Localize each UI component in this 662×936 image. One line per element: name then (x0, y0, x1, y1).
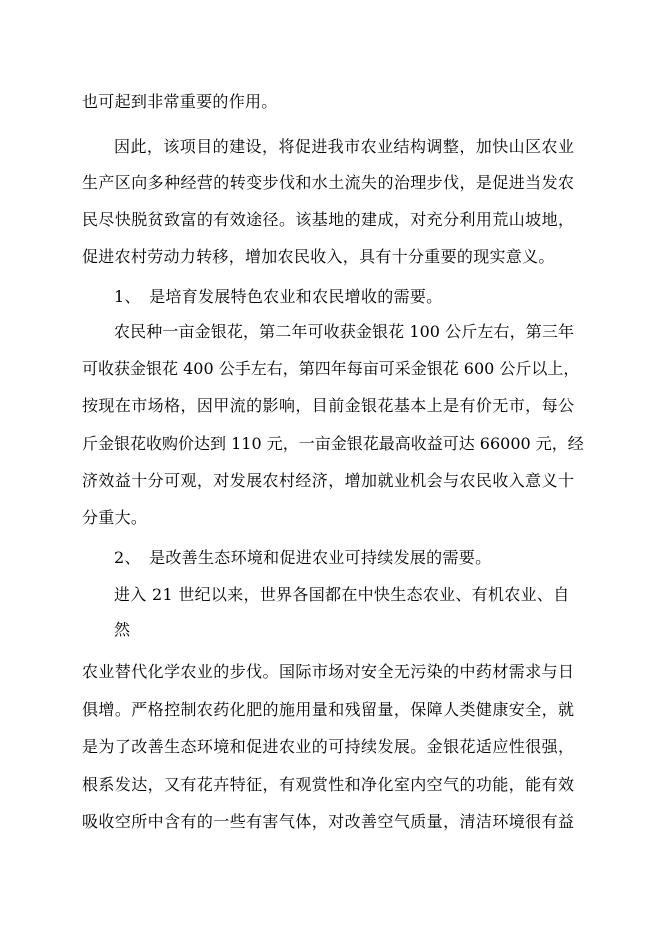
text-line: 吸收空所中含有的一些有害气体，对改善空气质量，清洁环境很有益 (82, 812, 574, 831)
text-line: 俱增。严格控制农药化肥的施用量和残留量，保障人类健康安全，就 (82, 700, 574, 719)
text-line: 斤金银花收购价达到 110 元，一亩金银花最高收益可达 66000 元，经 (82, 434, 584, 453)
text-line: 然 (114, 620, 131, 639)
numbered-heading-1: 1、 是培育发展特色农业和农民增收的需要。 (114, 287, 443, 306)
text-line: 民尽快脱贫致富的有效途径。该基地的建成，对充分利用荒山坡地， (82, 210, 574, 229)
paragraph-first-line: 因此，该项目的建设，将促进我市农业结构调整，加快山区农业 (114, 137, 574, 156)
text-line: 生产区向多种经营的转变步伐和水土流失的治理步伐，是促进当发农 (82, 173, 574, 192)
text-line: 促进农村劳动力转移，增加农民收入，具有十分重要的现实意义。 (82, 247, 555, 266)
text-line: 是为了改善生态环境和促进农业的可持续发展。金银花适应性很强， (82, 737, 574, 756)
text-line: 按现在市场格，因甲流的影响，目前金银花基本上是有价无市，每公 (82, 396, 574, 415)
paragraph-first-line: 进入 21 世纪以来，世界各国都在中快生态农业、有机农业、自 (114, 585, 570, 604)
text-line: 农业替代化学农业的步伐。国际市场对安全无污染的中药材需求与日 (82, 662, 574, 681)
text-line: 根系发达，又有花卉特征，有观赏性和净化室内空气的功能，能有效 (82, 775, 574, 794)
text-line: 可收获金银花 400 公手左右，第四年每亩可采金银花 600 公斤以上， (82, 359, 580, 378)
text-line: 也可起到非常重要的作用。 (82, 92, 278, 111)
text-line: 济效益十分可观，对发展农村经济，增加就业机会与农民收入意义十 (82, 471, 574, 490)
paragraph-first-line: 农民种一亩金银花，第二年可收获金银花 100 公斤左右，第三年 (114, 322, 574, 341)
text-line: 分重大。 (82, 508, 148, 527)
numbered-heading-2: 2、 是改善生态环境和促进农业可持续发展的需要。 (114, 548, 492, 567)
